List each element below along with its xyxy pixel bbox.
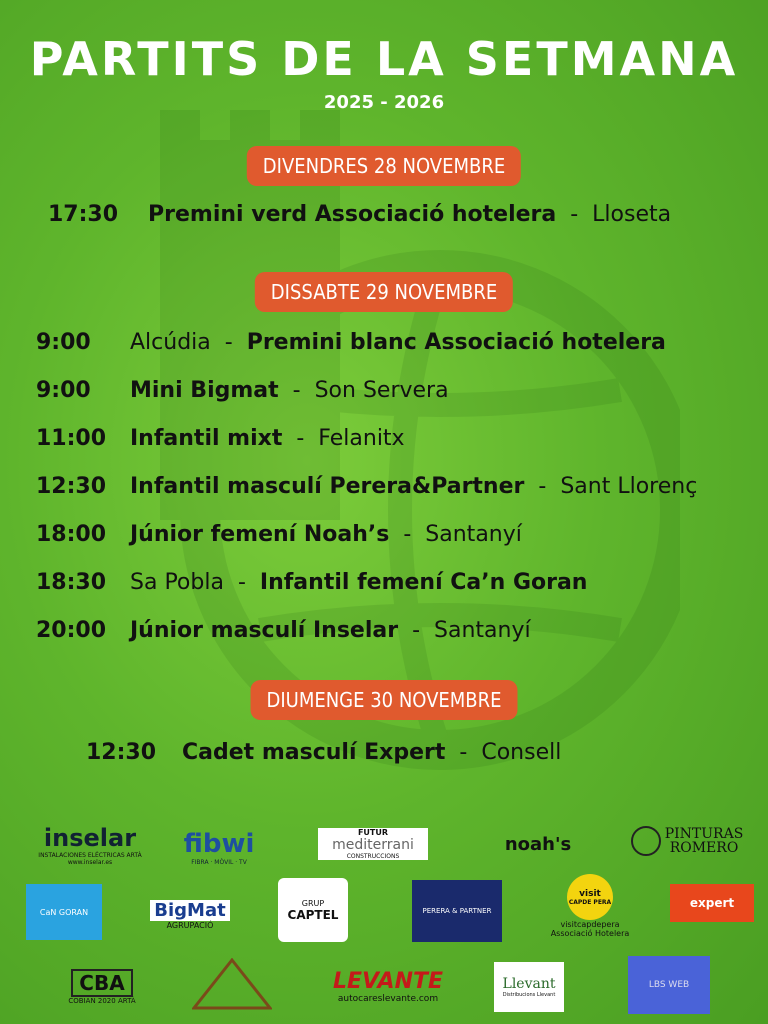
match-separator: - xyxy=(531,474,554,499)
sponsor-tag: COBIAN 2020 ARTÀ xyxy=(68,997,136,1005)
match-separator: - xyxy=(405,618,428,643)
match-time: 12:30 xyxy=(36,474,107,499)
away-team: Consell xyxy=(481,740,562,765)
match-separator: - xyxy=(396,522,419,547)
match-time: 9:00 xyxy=(36,330,91,355)
sponsor-name: mediterrani xyxy=(332,837,414,853)
sponsor-name: CBA xyxy=(71,969,132,997)
sponsor-noahs-logo xyxy=(488,830,588,858)
sponsor-name: CAPDE PERA xyxy=(568,898,612,906)
home-team: Júnior masculí Inselar xyxy=(130,618,399,643)
sponsor-name: ROMERO xyxy=(669,840,739,856)
sponsor-name: LEVANTE xyxy=(332,968,444,994)
sponsor-grup-captel-logo xyxy=(278,878,348,942)
sponsor-tag: INSTALACIONES ELÉCTRICAS ARTÀ xyxy=(38,852,142,859)
sponsor-tag: CONSTRUCCIONS xyxy=(346,853,400,860)
match-time: 9:00 xyxy=(36,378,91,403)
match-time: 18:30 xyxy=(36,570,107,595)
sponsor-top: FUTUR xyxy=(357,828,389,837)
home-team: Mini Bigmat xyxy=(130,378,279,403)
season-label: 2025 - 2026 xyxy=(323,92,445,113)
home-team: Infantil mixt xyxy=(130,426,283,451)
home-team: Júnior femení Noah’s xyxy=(130,522,390,547)
paint-roller-icon xyxy=(631,826,661,856)
away-team: Lloseta xyxy=(592,202,672,227)
match-time: 12:30 xyxy=(86,740,157,765)
sponsor-bigmat-logo xyxy=(150,890,230,940)
match-separator: - xyxy=(217,330,240,355)
sponsor-futur-mediterrani-logo xyxy=(318,828,428,860)
page-title: PARTITS DE LA SETMANA xyxy=(29,32,739,86)
sponsor-inselar-logo xyxy=(30,820,150,870)
sponsor-fibwi-logo xyxy=(176,824,262,870)
match-time: 20:00 xyxy=(36,618,107,643)
sponsor-name: CAPTEL xyxy=(287,907,339,922)
day-badge-sunday: DIUMENGE 30 NOVEMBRE xyxy=(251,680,518,720)
match-separator: - xyxy=(563,202,586,227)
sponsor-top: visit xyxy=(579,888,601,899)
match-time: 17:30 xyxy=(48,202,119,227)
sponsor-top: PINTURAS xyxy=(664,826,744,842)
sponsor-tag: FIBRA · MÒVIL · TV xyxy=(191,858,247,866)
away-team: Santanyí xyxy=(425,522,522,547)
match-time: 18:00 xyxy=(36,522,107,547)
sponsor-expert-logo xyxy=(670,884,754,922)
match-separator: - xyxy=(452,740,475,765)
sponsor-name: LBS WEB xyxy=(648,980,690,990)
match-separator: - xyxy=(230,570,253,595)
sponsor-tag: Associació Hotelera xyxy=(550,929,630,938)
sponsor-lbs-web-logo xyxy=(628,956,710,1014)
sponsor-perera-partner-logo xyxy=(412,880,502,942)
away-team: Premini blanc Associació hotelera xyxy=(246,330,666,355)
home-team: Premini verd Associació hotelera xyxy=(148,202,557,227)
match-time: 11:00 xyxy=(36,426,107,451)
away-team: Felanitx xyxy=(318,426,405,451)
away-team: Santanyí xyxy=(434,618,531,643)
sponsor-name: expert xyxy=(689,896,735,910)
sponsor-url: visitcapdepera xyxy=(560,920,620,929)
match-separator: - xyxy=(289,426,312,451)
home-team: Sa Pobla xyxy=(130,570,224,595)
day-badge-saturday: DISSABTE 29 NOVEMBRE xyxy=(255,272,513,312)
day-badge-friday: DIVENDRES 28 NOVEMBRE xyxy=(247,146,521,186)
sponsor-pinturas-romero-logo xyxy=(626,822,748,860)
home-team: Infantil masculí Perera&Partner xyxy=(130,474,525,499)
sponsor-triangle-logo-icon xyxy=(192,958,272,1010)
sponsor-cba-logo xyxy=(52,962,152,1012)
sponsor-name: Llevant xyxy=(502,976,556,992)
sponsor-name: fibwi xyxy=(183,828,255,859)
sponsor-name: inselar xyxy=(43,824,137,852)
sponsor-name: PERERA & PARTNER xyxy=(422,907,492,915)
away-team: Infantil femení Ca’n Goran xyxy=(259,570,588,595)
sponsor-name: BigMat xyxy=(150,900,229,921)
sponsor-levante-logo xyxy=(322,966,454,1006)
away-team: Son Servera xyxy=(314,378,449,403)
home-team: Alcúdia xyxy=(130,330,211,355)
match-separator: - xyxy=(285,378,308,403)
sponsor-can-goran-logo xyxy=(26,884,102,940)
sponsor-name: noah's xyxy=(504,833,572,855)
sponsor-tag: AGRUPACIÓ xyxy=(166,921,214,930)
sponsor-tag: Distribucions Llevant xyxy=(502,992,556,998)
away-team: Sant Llorenç xyxy=(560,474,698,499)
sponsor-visit-capdepera-logo xyxy=(540,868,640,944)
sponsor-top: GRUP xyxy=(301,898,325,908)
sponsor-llevant-logo xyxy=(494,962,564,1012)
sponsor-url: www.inselar.es xyxy=(67,859,113,866)
sponsor-name: CaN GORAN xyxy=(39,907,89,917)
sponsor-url: autocareslevante.com xyxy=(337,993,439,1004)
home-team: Cadet masculí Expert xyxy=(182,740,446,765)
